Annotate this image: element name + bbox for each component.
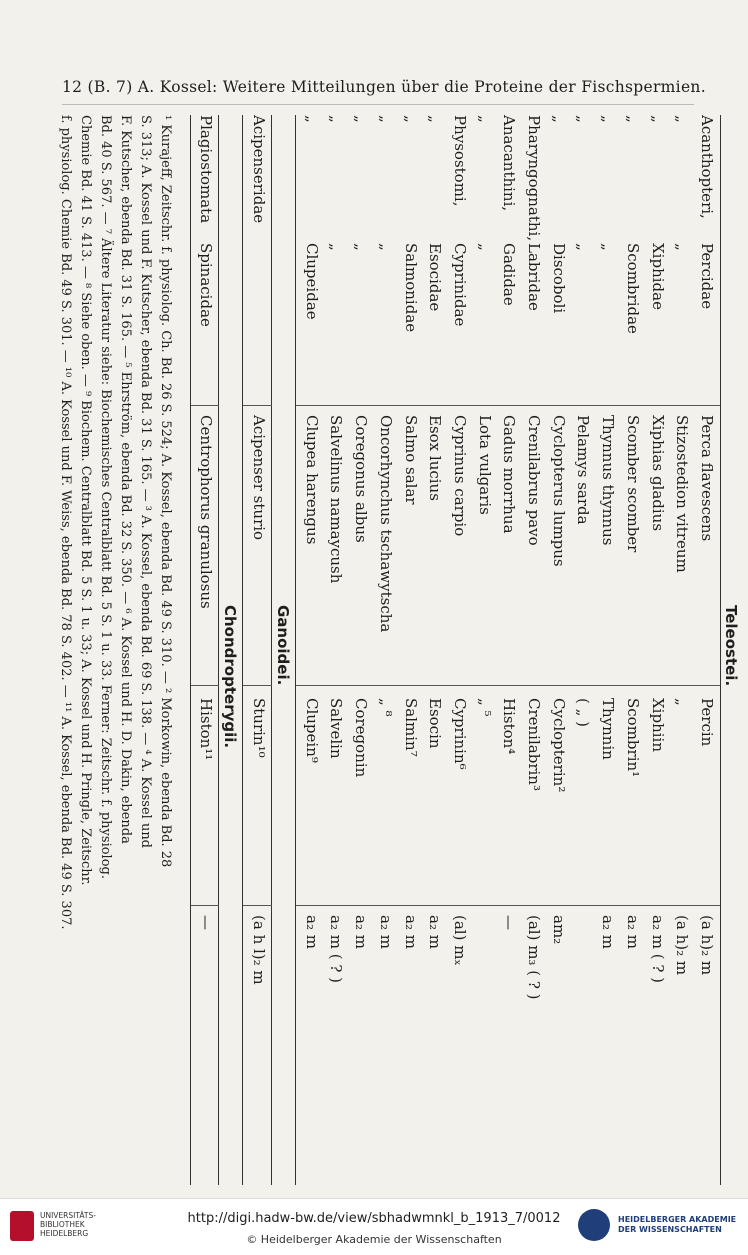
- teleostei-row-11-family: Esocidae: [426, 243, 445, 312]
- teleostei-row-4-order: „: [599, 115, 618, 123]
- teleostei-row-13-protein: „ ⁸: [376, 698, 395, 717]
- teleostei-row-15-species: Salvelinus namaycush: [327, 415, 346, 584]
- teleostei-row-6-family: Discoboli: [549, 243, 568, 314]
- teleostei-column-rule-1: [296, 685, 720, 686]
- teleostei-row-16-order: „: [302, 115, 321, 123]
- teleostei-row-3-family: Scombridae: [623, 243, 642, 334]
- permalink-url[interactable]: http://digi.hadw-bw.de/view/sbhadwmnkl_b_1913_7/0012: [187, 1211, 561, 1226]
- teleostei-row-6-formula: am₂: [549, 915, 568, 945]
- teleostei-row-16-species: Clupea harengus: [302, 415, 321, 545]
- teleostei-row-5-species: Pelamys sarda: [574, 415, 593, 525]
- chondro-column-rule-0: [191, 405, 220, 406]
- teleostei-row-7-protein: Crenilabrin³: [525, 698, 544, 791]
- footnote-line-3: Bd. 40 S. 567. — ⁷ Ältere Literatur siehe: Biochemisches Centralblatt Bd. 5 S. 1 u. 33. Ferner: Zeitschr. f. physiolog.: [97, 115, 113, 879]
- teleostei-row-3-order: „: [623, 115, 642, 123]
- teleostei-row-8-family: Gadidae: [500, 243, 519, 306]
- teleostei-row-0-protein: Percin: [698, 698, 716, 747]
- ganoidei-row-order: Acipenseridae: [250, 115, 269, 224]
- footnote-line-4: Chemie Bd. 41 S. 413. — ⁸ Siehe oben. — ⁹ Biochem. Centralblatt Bd. 5 S. 1 u. 33; A. Kossel und H. Pringle, Zeitschr.: [77, 115, 93, 886]
- teleostei-row-3-species: Scomber scomber: [623, 415, 642, 553]
- teleostei-row-10-protein: Cyprinin⁶: [451, 698, 469, 770]
- teleostei-row-13-family: „: [376, 243, 395, 251]
- section-title-chondropterygii: Chondropterygii.: [221, 605, 240, 749]
- teleostei-row-10-order: Physostomi,: [451, 115, 469, 207]
- teleostei-row-1-family: „: [673, 243, 692, 251]
- footnote-line-1: S. 313; A. Kossel und F. Kutscher, ebenda Bd. 31 S. 165. — ³ A. Kossel, ebenda Bd. 69 S. 138. — ⁴ A. Kossel und: [137, 115, 153, 849]
- teleostei-row-0-family: Percidae: [698, 243, 716, 310]
- chondro-row-protein: Histon¹¹: [197, 698, 216, 761]
- ganoidei-bottom-rule: [242, 115, 243, 1185]
- teleostei-row-7-order: Pharyngognathi,: [525, 115, 544, 242]
- teleostei-row-14-protein: Coregonin: [352, 698, 371, 778]
- teleostei-row-4-family: „: [599, 243, 618, 251]
- chondro-column-rule-2: [191, 905, 220, 906]
- copyright-notice: © Heidelberger Akademie der Wissenschaften: [246, 1233, 502, 1246]
- teleostei-row-1-species: Stizostedion vitreum: [673, 415, 692, 573]
- teleostei-row-2-formula: a₂ m ( ? ): [648, 915, 667, 983]
- viewer-footer: [0, 1198, 748, 1255]
- teleostei-row-1-protein: „: [673, 698, 692, 706]
- chondro-row-formula: —: [197, 915, 216, 930]
- chondro-row-family: Spinacidae: [197, 243, 216, 327]
- teleostei-row-8-formula: —: [500, 915, 519, 930]
- teleostei-row-16-protein: Clupein⁹: [302, 698, 321, 763]
- teleostei-column-rule-2: [296, 905, 720, 906]
- teleostei-row-16-family: Clupeidae: [302, 243, 321, 320]
- teleostei-row-9-family: „: [475, 243, 494, 251]
- teleostei-row-7-family: Labridae: [525, 243, 544, 311]
- ganoidei-column-rule-0: [243, 405, 272, 406]
- teleostei-row-6-species: Cyclopterus lumpus: [549, 415, 568, 567]
- running-header: 12 (B. 7) A. Kossel: Weitere Mitteilungen über die Proteine der Fischspermien.: [62, 78, 706, 96]
- teleostei-row-7-formula: (al) m₃ ( ? ): [525, 915, 544, 1000]
- teleostei-row-10-species: Cyprinus carpio: [451, 415, 469, 537]
- teleostei-row-13-species: Oncorhynchus tschawytscha: [376, 415, 395, 633]
- teleostei-row-2-protein: Xiphiin: [648, 698, 667, 752]
- teleostei-row-14-order: „: [352, 115, 371, 123]
- teleostei-row-15-order: „: [327, 115, 346, 123]
- teleostei-row-3-formula: a₂ m: [623, 915, 642, 949]
- section-title-ganoidei: Ganoidei.: [274, 605, 293, 686]
- teleostei-row-3-protein: Scombrin¹: [623, 698, 642, 778]
- teleostei-row-8-protein: Histon⁴: [500, 698, 519, 755]
- teleostei-row-0-order: Acanthopteri,: [698, 115, 716, 219]
- teleostei-row-13-formula: a₂ m: [376, 915, 395, 949]
- teleostei-row-9-protein: „ ⁵: [475, 698, 494, 717]
- teleostei-row-5-family: „: [574, 243, 593, 251]
- teleostei-row-16-formula: a₂ m: [302, 915, 321, 949]
- teleostei-row-2-species: Xiphias gladius: [648, 415, 667, 532]
- teleostei-row-11-order: „: [426, 115, 445, 123]
- teleostei-row-12-protein: Salmin⁷: [401, 698, 420, 757]
- table-top-rule: [720, 115, 721, 1185]
- ganoidei-top-rule: [271, 115, 272, 1185]
- header-rule: [62, 104, 694, 105]
- teleostei-bottom-rule: [295, 115, 296, 1185]
- teleostei-row-10-formula: (al) mₓ: [451, 915, 469, 966]
- teleostei-row-5-order: „: [574, 115, 593, 123]
- teleostei-row-4-protein: Thynnin: [599, 698, 618, 760]
- teleostei-row-6-order: „: [549, 115, 568, 123]
- chondro-top-rule: [218, 115, 219, 1185]
- chondro-bottom-rule: [190, 115, 191, 1185]
- teleostei-row-6-protein: Cyclopterin²: [549, 698, 568, 793]
- teleostei-column-rule-0: [296, 405, 720, 406]
- teleostei-row-14-species: Coregonus albus: [352, 415, 371, 543]
- chondro-row-species: Centrophorus granulosus: [197, 415, 216, 609]
- teleostei-row-12-formula: a₂ m: [401, 915, 420, 949]
- teleostei-row-1-formula: (a h)₂ m: [673, 915, 692, 976]
- teleostei-row-11-species: Esox lucius: [426, 415, 445, 501]
- teleostei-row-11-formula: a₂ m: [426, 915, 445, 949]
- academy-seal-icon: [578, 1209, 610, 1241]
- teleostei-row-7-species: Crenilabrus pavo: [525, 415, 544, 546]
- footnote-line-0: ¹ Kurajeff, Zeitschr. f. physiolog. Ch. Bd. 26 S. 524; A. Kossel, ebenda Bd. 49 S. 310. — ² Morkowin, ebenda Bd. 28: [157, 115, 173, 868]
- chondro-column-rule-1: [191, 685, 220, 686]
- academy-logo-text: HEIDELBERGER AKADEMIE DER WISSENSCHAFTEN: [618, 1215, 737, 1234]
- teleostei-row-4-species: Thynnus thynnus: [599, 415, 618, 546]
- teleostei-row-2-order: „: [648, 115, 667, 123]
- teleostei-row-8-species: Gadus morrhua: [500, 415, 519, 534]
- teleostei-row-15-formula: a₂ m ( ? ): [327, 915, 346, 983]
- teleostei-row-9-order: „: [475, 115, 494, 123]
- ganoidei-row-protein: Sturin¹⁰: [250, 698, 269, 758]
- teleostei-row-8-order: Anacanthini,: [500, 115, 519, 212]
- ganoidei-column-rule-2: [243, 905, 272, 906]
- teleostei-row-12-order: „: [401, 115, 420, 123]
- teleostei-row-15-family: „: [327, 243, 346, 251]
- ganoidei-row-formula: (a h l)₂ m: [250, 915, 269, 985]
- teleostei-row-5-protein: ( „ ): [574, 698, 593, 728]
- teleostei-row-12-species: Salmo salar: [401, 415, 420, 505]
- teleostei-row-4-formula: a₂ m: [599, 915, 618, 949]
- teleostei-row-9-species: Lota vulgaris: [475, 415, 494, 515]
- teleostei-row-14-formula: a₂ m: [352, 915, 371, 949]
- teleostei-row-14-family: „: [352, 243, 371, 251]
- footnote-line-2: F. Kutscher, ebenda Bd. 31 S. 165. — ⁵ Ehrström, ebenda Bd. 32 S. 350. — ⁶ A. Kossel und H. D. Dakin, ebenda: [117, 115, 133, 844]
- rotated-table-block: [58, 115, 748, 1185]
- ganoidei-column-rule-1: [243, 685, 272, 686]
- section-title-teleostei: Teleostei.: [722, 605, 740, 687]
- teleostei-row-2-family: Xiphidae: [648, 243, 667, 310]
- ganoidei-row-species: Acipenser sturio: [250, 415, 269, 541]
- teleostei-row-0-formula: (a h)₂ m: [698, 915, 716, 976]
- teleostei-row-15-protein: Salvelin: [327, 698, 346, 759]
- teleostei-row-13-order: „: [376, 115, 395, 123]
- footnote-line-5: f. physiolog. Chemie Bd. 49 S. 301. — ¹⁰ A. Kossel und F. Weiss, ebenda Bd. 78 S. 402. — ¹¹ A. Kossel, ebenda Bd. 49 S. 307.: [57, 115, 73, 930]
- teleostei-row-11-protein: Esocin: [426, 698, 445, 749]
- teleostei-row-0-species: Perca flavescens: [698, 415, 716, 542]
- teleostei-row-1-order: „: [673, 115, 692, 123]
- chondro-row-order: Plagiostomata: [197, 115, 216, 224]
- teleostei-row-12-family: Salmonidae: [401, 243, 420, 333]
- university-library-logo-text: UNIVERSITÄTS- BIBLIOTHEK HEIDELBERG: [40, 1211, 96, 1238]
- teleostei-row-10-family: Cyprinidae: [451, 243, 469, 327]
